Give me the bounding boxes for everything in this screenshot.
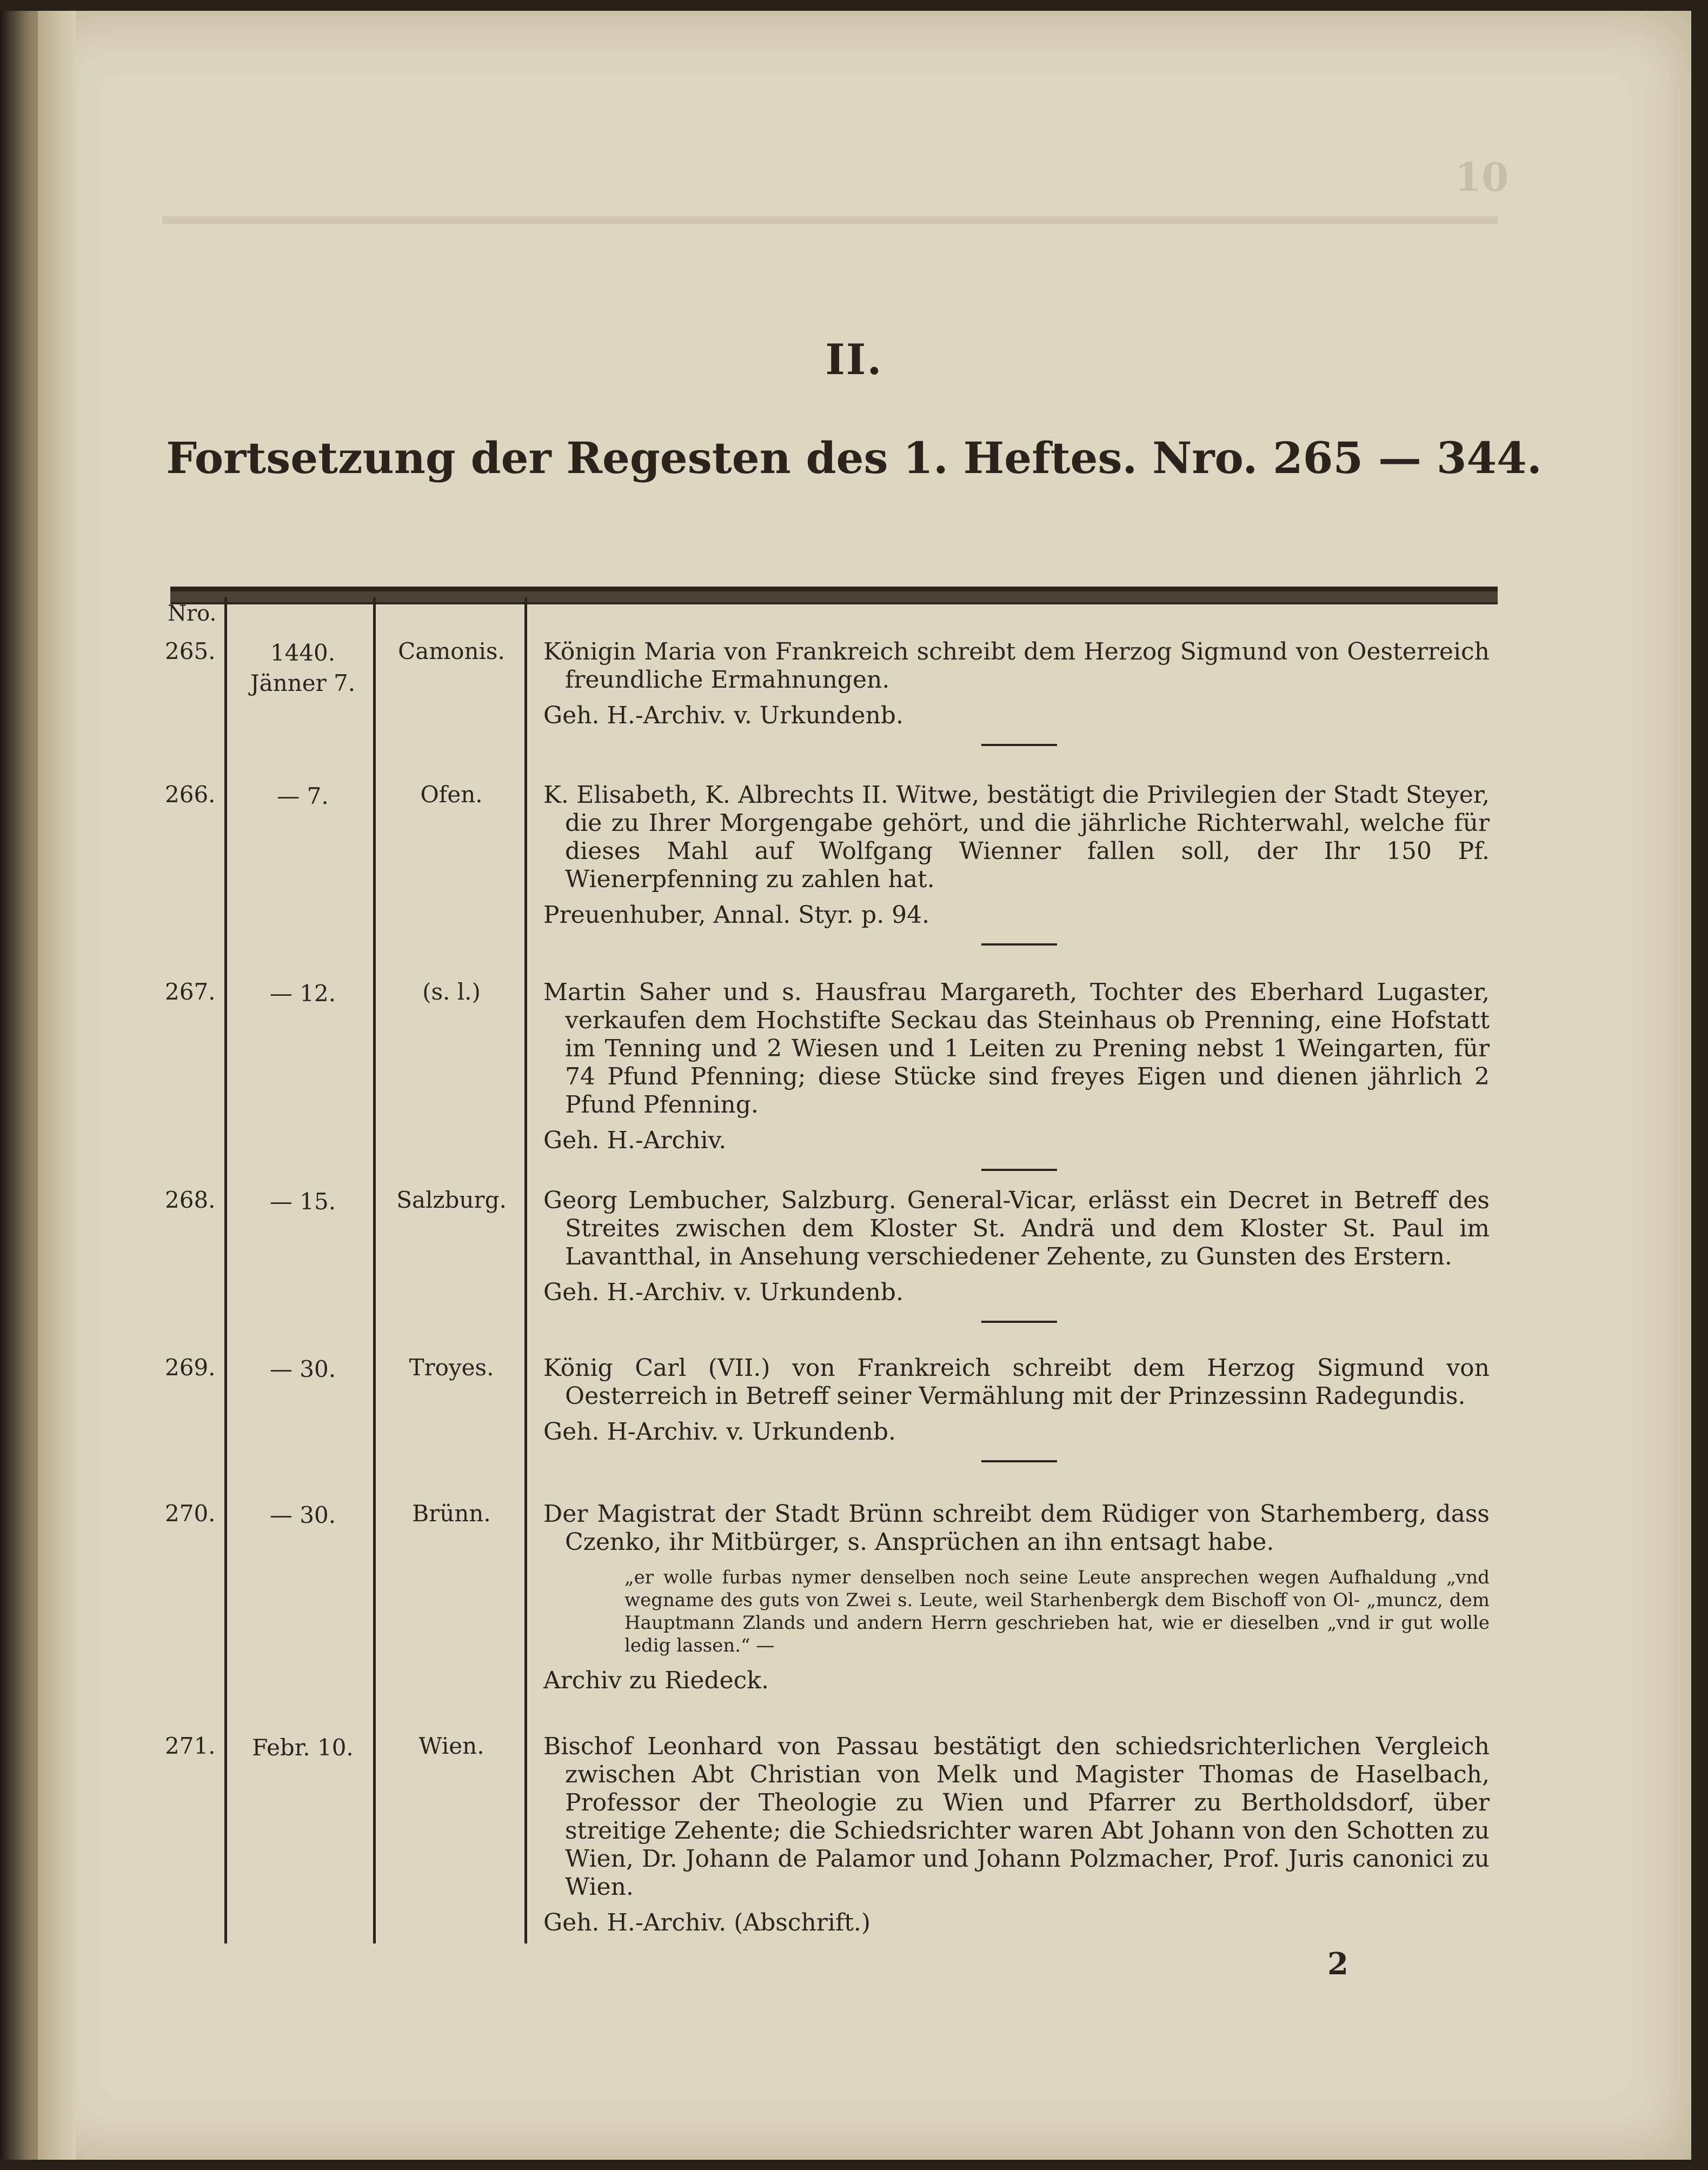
entry-number: 268. — [165, 1187, 216, 1213]
entry-text — [543, 638, 1490, 746]
entry-number: 271. — [165, 1733, 216, 1759]
entry-source: Geh. H.-Archiv. v. Urkundenb. — [543, 702, 903, 729]
entry-date-day: Jänner 7. — [250, 670, 356, 696]
entry-number: 266. — [165, 781, 216, 808]
entry-number: 265. — [165, 638, 216, 664]
entry-text — [543, 979, 1490, 1171]
signature-mark: 2 — [1327, 1946, 1348, 1982]
entry-date — [227, 1500, 378, 1530]
entry-summary: Der Magistrat der Stadt Brünn schreibt dem Rüdiger von Starhemberg, dass Czenko, ihr Mitbürger, s. Ansprüchen an ihn entsagt habe. — [543, 1500, 1490, 1556]
entry-date — [227, 638, 378, 698]
entry-summary: Georg Lembucher, Salzburg. General-Vicar, erlässt ein Decret in Betreff des Streites zwischen dem Kloster St. Andrä und dem Kloster St. Paul im Lavantthal, in Ansehung verschiedener Zehente, zu Gunsten des Erstern. — [543, 1187, 1490, 1270]
entry-number: 270. — [165, 1500, 216, 1527]
entry-date — [227, 1187, 378, 1217]
entry-source: Archiv zu Riedeck. — [543, 1667, 769, 1694]
entry-separator — [981, 1460, 1057, 1462]
entry-number: 267. — [165, 979, 216, 1005]
entry-date — [227, 781, 378, 811]
column-header-nr: Nro. — [168, 601, 217, 626]
bleed-through-page-number: 10 — [1454, 154, 1509, 200]
entry-date-day: Febr. 10. — [252, 1734, 354, 1761]
entry-quotation: „er wolle furbas nymer denselben noch seine Leute ansprechen wegen Aufhaldung „vnd wegname des guts von Zwei s. Leute, weil Starhenbergk dem Bischoff von Ol- „muncz, dem Hauptmann Zlands und andern Herrn geschrieben hat, wie er dieselben „vnd ir gut wolle ledig lassen.“ — — [624, 1567, 1490, 1656]
column-divider-place — [524, 597, 527, 1943]
entry-date — [227, 1733, 378, 1763]
entry-summary: K. Elisabeth, K. Albrechts II. Witwe, bestätigt die Privilegien der Stadt Steyer, die zu Ihrer Morgengabe gehört, und die jährliche Richterwahl, welche für dieses Mahl auf Wolfgang Wienner fallen soll, der Ihr 150 Pf. Wienerpfenning zu zahlen hat. — [543, 781, 1490, 893]
entry-summary: König Carl (VII.) von Frankreich schreibt dem Herzog Sigmund von Oesterreich in Betreff seiner Vermählung mit der Prinzessinn Radegundis. — [543, 1354, 1490, 1410]
section-title: Fortsetzung der Regesten des 1. Heftes. Nro. 265 — 344. — [166, 432, 1542, 483]
entry-separator — [981, 943, 1057, 946]
entry-date-day: — 30. — [269, 1502, 336, 1528]
entry-text — [543, 1733, 1490, 1937]
entry-number: 269. — [165, 1354, 216, 1381]
entry-summary: Bischof Leonhard von Passau bestätigt den schiedsrichterlichen Vergleich zwischen Abt Christian von Melk und Magister Thomas de Haselbach, Professor der Theologie zu Wien und Pfarrer zu Bertholdsdorf, über streitige Zehente; die Schiedsrichter waren Abt Johann von den Schotten zu Wien, Dr. Johann de Palamor und Johann Polzmacher, Prof. Juris canonici zu Wien. — [543, 1733, 1490, 1901]
entry-text — [543, 1187, 1490, 1323]
entry-text — [543, 1354, 1490, 1462]
entry-place: (s. l.) — [422, 979, 481, 1005]
entry-source: Geh. H.-Archiv. — [543, 1127, 727, 1154]
entry-text — [543, 781, 1490, 946]
entry-date-day: — 7. — [277, 783, 329, 809]
entry-separator — [981, 1169, 1057, 1171]
entry-separator — [981, 1321, 1057, 1323]
page-gutter — [38, 11, 76, 2160]
section-number: II. — [825, 335, 883, 384]
entry-date-day: — 12. — [269, 980, 336, 1007]
entry-source: Geh. H.-Archiv. (Abschrift.) — [543, 1909, 871, 1936]
entry-text — [543, 1500, 1490, 1695]
entry-summary: Martin Saher und s. Hausfrau Margareth, Tochter des Eberhard Lugaster, verkaufen dem Hochstifte Seckau das Steinhaus ob Prenning, eine Hofstatt im Tenning und 2 Wiesen und 1 Leiten zu Prening nebst 1 Weingarten, für 74 Pfund Pfenning; diese Stücke sind freyes Eigen und dienen jährlich 2 Pfund Pfenning. — [543, 979, 1490, 1119]
entry-place: Wien. — [418, 1733, 484, 1759]
entry-place: Salzburg. — [396, 1187, 507, 1213]
entry-date-year: 1440. — [270, 640, 336, 666]
table-top-rule — [170, 587, 1498, 604]
entry-place: Ofen. — [420, 781, 483, 808]
entry-place: Troyes. — [409, 1354, 494, 1381]
bleed-through-rule — [162, 216, 1498, 224]
entry-source: Geh. H.-Archiv. v. Urkundenb. — [543, 1279, 903, 1306]
entry-date-day: — 30. — [269, 1356, 336, 1382]
entry-date — [227, 979, 378, 1009]
entry-date — [227, 1354, 378, 1384]
entry-separator — [981, 744, 1057, 746]
entry-summary: Königin Maria von Frankreich schreibt dem Herzog Sigmund von Oesterreich freundliche Ermahnungen. — [543, 638, 1490, 694]
entry-place: Brünn. — [412, 1500, 491, 1527]
entry-place: Camonis. — [398, 638, 505, 664]
entry-source: Preuenhuber, Annal. Styr. p. 94. — [543, 901, 930, 929]
entry-source: Geh. H-Archiv. v. Urkundenb. — [543, 1418, 896, 1446]
entry-date-day: — 15. — [269, 1188, 336, 1215]
